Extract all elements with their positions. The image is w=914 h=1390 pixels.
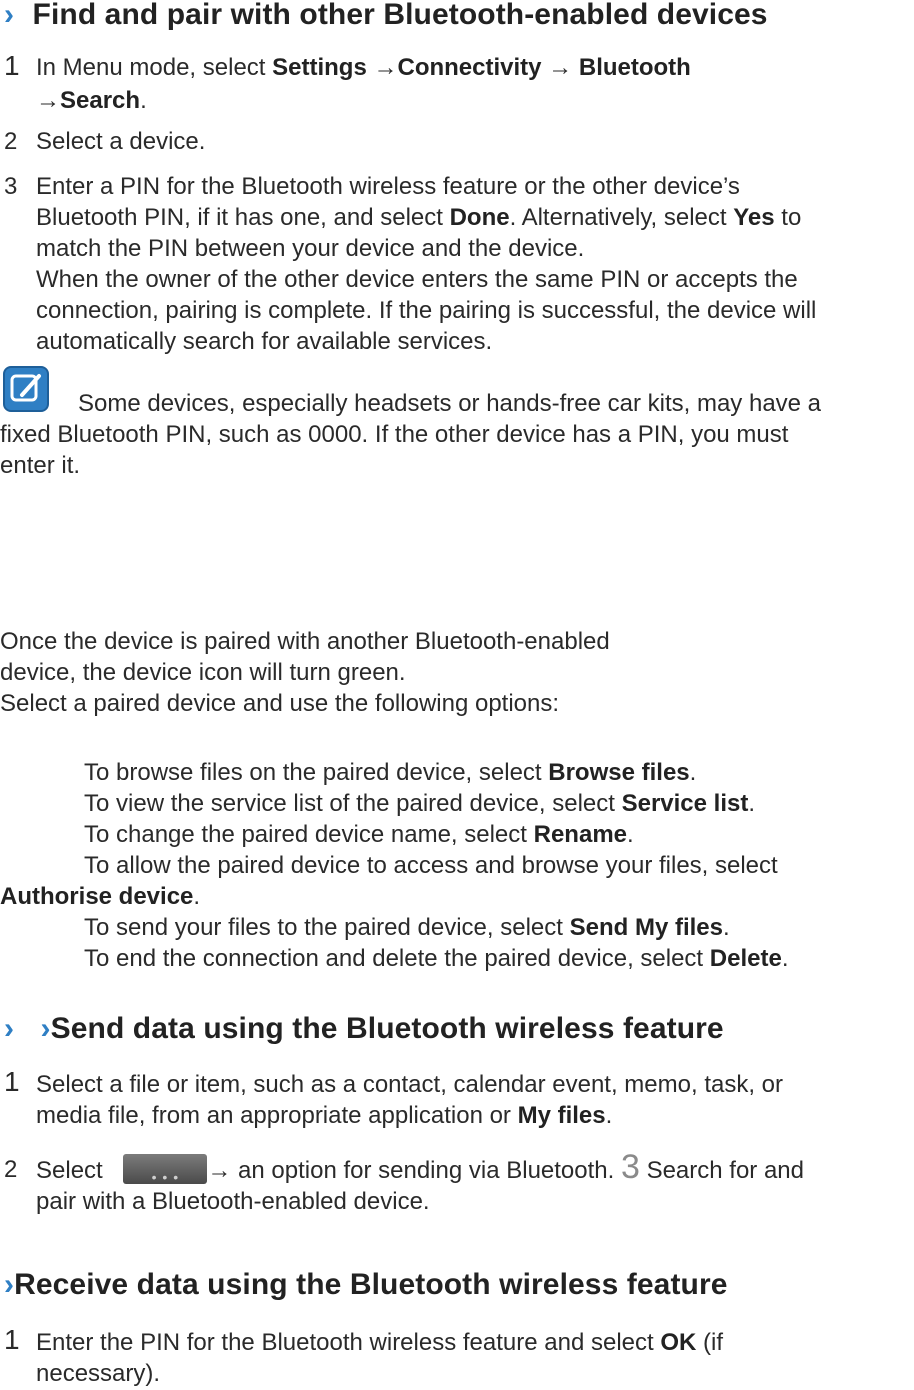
chevron-right-icon: › [40,1012,51,1045]
step-text: necessary). [36,1360,161,1387]
chevron-right-icon: › [4,1012,15,1045]
note-text: fixed Bluetooth PIN, such as 0000. If the other device has a PIN, you must [0,421,789,448]
more-options-button-icon: • • • [123,1154,207,1184]
section-heading-receive-data: ›Receive data using the Bluetooth wireless feature [4,1268,728,1301]
option-item: To view the service list of the paired device, select Service list. [84,790,756,817]
paragraph-text: Select a paired device and use the following options: [0,690,560,717]
step-text: Select a device. [36,128,206,155]
note-text: Some devices, especially headsets or hands-free car kits, may have a [78,390,822,417]
step-number: 1 [4,50,20,81]
option-item: To change the paired device name, select Rename. [84,821,634,848]
step-text: When the owner of the other device enters the same PIN or accepts the [36,266,798,293]
step-text: Enter a PIN for the Bluetooth wireless feature or the other device’s [36,173,740,200]
step-text: media file, from an appropriate application or My files. [36,1102,613,1129]
step-text: Enter the PIN for the Bluetooth wireless feature and select OK (if [36,1329,724,1356]
step-text: pair with a Bluetooth-enabled device. [36,1188,430,1215]
step-number: 2 [4,1156,18,1183]
chevron-right-icon: › [4,1268,15,1301]
section-heading-send-data: › ›Send data using the Bluetooth wireless feature [4,1012,724,1045]
step-text: Select a file or item, such as a contact, calendar event, memo, task, or [36,1071,784,1098]
step-number: 1 [4,1066,20,1097]
step-number: 1 [4,1324,20,1355]
step-number: 3 [4,173,18,200]
chevron-right-icon: › [4,0,15,31]
note-pencil-icon [3,366,49,412]
step-text: Bluetooth PIN, if it has one, and select Done. Alternatively, select Yes to [36,204,802,231]
paragraph-text: device, the device icon will turn green. [0,659,406,686]
step-text: In Menu mode, select Settings →Connectivity → Bluetooth [36,54,691,81]
step-text: →Search. [36,87,147,114]
step-text: connection, pairing is complete. If the pairing is successful, the device will [36,297,817,324]
section-heading-find-pair: › Find and pair with other Bluetooth-enabled devices [4,0,768,31]
option-item: To browse files on the paired device, select Browse files. [84,759,697,786]
option-item: To allow the paired device to access and browse your files, select [84,852,778,879]
note-text: enter it. [0,452,81,479]
step-text: match the PIN between your device and the device. [36,235,585,262]
paragraph-text: Once the device is paired with another Bluetooth-enabled [0,628,610,655]
step-number: 2 [4,128,18,155]
step-text: automatically search for available services. [36,328,493,355]
option-item: Authorise device. [0,883,201,910]
option-item: To send your files to the paired device, select Send My files. [84,914,730,941]
step-text: Select • • • → an option for sending via Bluetooth. 3 Search for and [36,1148,805,1186]
option-item: To end the connection and delete the paired device, select Delete. [84,945,789,972]
